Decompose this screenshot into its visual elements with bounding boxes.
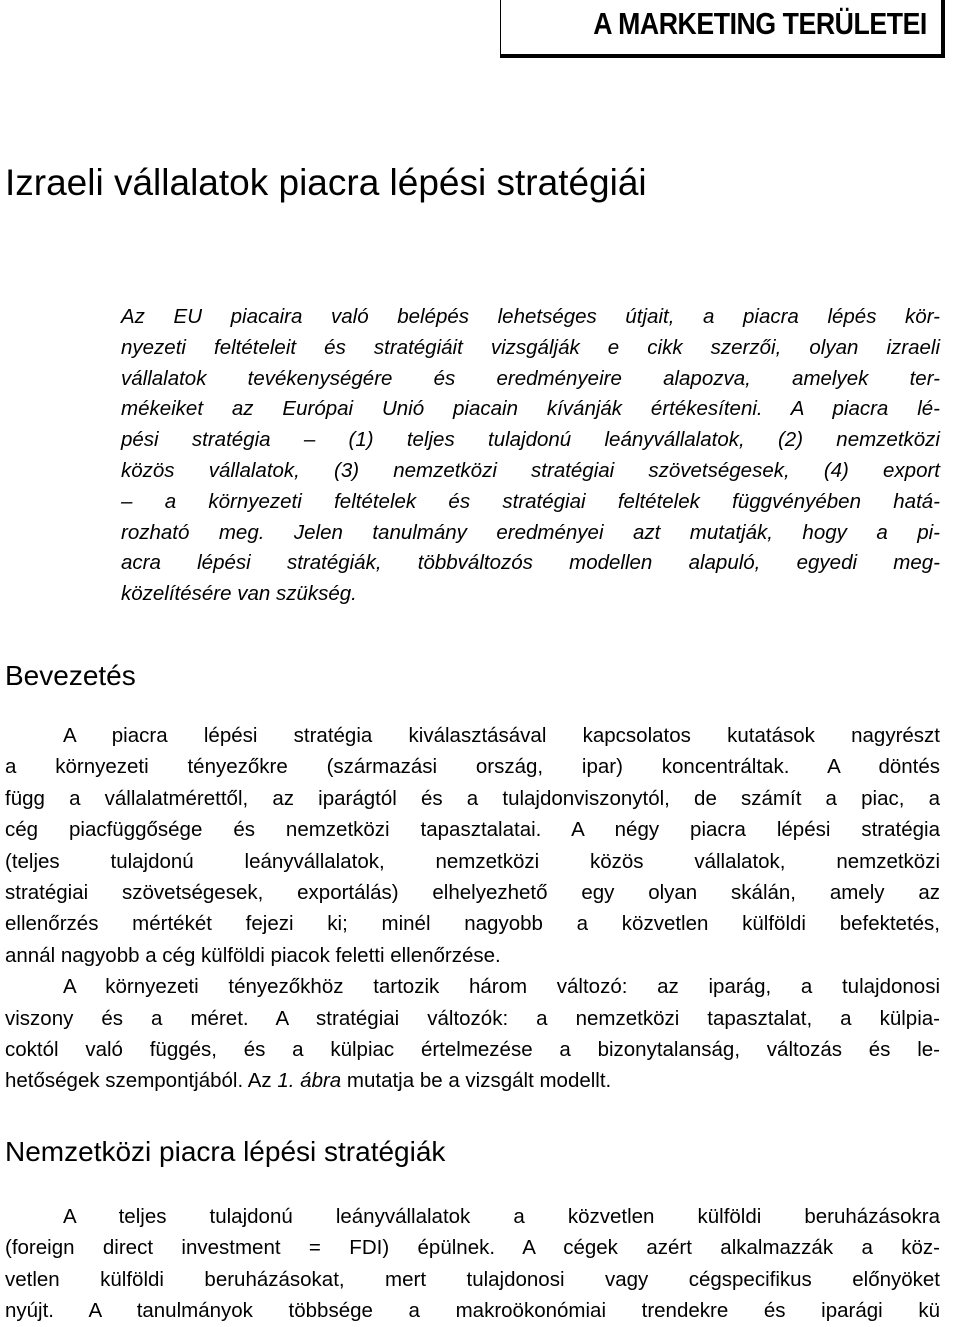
bevezetes-body — [5, 720, 940, 1097]
paragraph-line: coktól való függés, és a külpiac értelmezése a bizonytalanság, változás és le- — [5, 1038, 940, 1062]
article-title: Izraeli vállalatok piacra lépési stratégiái — [5, 162, 647, 203]
paragraph-line: vetlen külföldi beruházásokat, mert tulajdonosi vagy cégspecifikus előnyöket — [5, 1267, 940, 1291]
paragraph-line: függ a vállalatmérettől, az iparágtól és a tulajdonviszonytól, de számít a piac, a — [5, 786, 940, 810]
section-header-box — [500, 0, 945, 58]
paragraph-line: cég piacfüggősége és nemzetközi tapasztalatai. A négy piacra lépési stratégia — [5, 818, 940, 842]
paragraph-line: A piacra lépési stratégia kiválasztásával kapcsolatos kutatások nagyrészt — [63, 724, 940, 747]
abstract-line: pési stratégia – (1) teljes tulajdonú leányvállalatok, (2) nemzetközi — [121, 428, 940, 452]
abstract-line: rozható meg. Jelen tanulmány eredményei azt mutatják, hogy a pi- — [121, 520, 940, 544]
abstract-line: közös vállalatok, (3) nemzetközi stratégiai szövetségesek, (4) export — [121, 458, 940, 482]
section-heading-nemzetkozi: Nemzetközi piacra lépési stratégiák — [5, 1136, 446, 1167]
paragraph-line: a környezeti tényezőkre (származási ország, ipar) koncentráltak. A döntés — [5, 755, 940, 779]
abstract-line: acra lépési stratégiák, többváltozós modellen alapuló, egyedi meg- — [121, 551, 940, 575]
section-heading-bevezetes: Bevezetés — [5, 660, 136, 691]
abstract-line: Az EU piacaira való belépés lehetséges útjait, a piacra lépés kör- — [121, 305, 940, 328]
paragraph-line: annál nagyobb a cég külföldi piacok feletti ellenőrzése. — [5, 943, 501, 967]
section-header-title: A MARKETING TERÜLETEI — [593, 6, 927, 41]
paragraph-line: nyújt. A tanulmányok többsége a makroökonómiai trendekre és iparági kü — [5, 1299, 940, 1323]
abstract — [121, 302, 940, 610]
paragraph-line: viszony és a méret. A stratégiai változók: a nemzetközi tapasztalat, a külpia- — [5, 1006, 940, 1030]
paragraph-line: A teljes tulajdonú leányvállalatok a közvetlen külföldi beruházásokra — [63, 1205, 940, 1228]
abstract-line: közelítésére van szükség. — [121, 582, 357, 606]
paragraph-line: ellenőrzés mértékét fejezi ki; minél nagyobb a közvetlen külföldi befektetés, — [5, 912, 940, 936]
abstract-line: vállalatok tevékenységére és eredményeire alapozva, amelyek ter- — [121, 366, 940, 390]
paragraph-line: (foreign direct investment = FDI) épülnek. A cégek azért alkalmazzák a köz- — [5, 1236, 940, 1260]
nemzetkozi-body — [5, 1201, 940, 1327]
abstract-line: – a környezeti feltételek és stratégiai feltételek függvényében hatá- — [121, 489, 940, 513]
paragraph-line: (teljes tulajdonú leányvállalatok, nemzetközi közös vállalatok, nemzetközi — [5, 849, 940, 873]
figure-reference: 1. ábra — [277, 1069, 342, 1093]
paragraph-line: A környezeti tényezőkhöz tartozik három változó: az iparág, a tulajdonosi — [63, 975, 940, 999]
text-run: mutatja be a vizsgált modellt. — [341, 1069, 612, 1093]
abstract-line: mékeiket az Európai Unió piacain kívánják értékesíteni. A piacra lé- — [121, 397, 940, 421]
text-run: hetőségek szempontjából. Az — [5, 1069, 278, 1093]
abstract-line: nyezeti feltételeit és stratégiáit vizsgálják e cikk szerzői, olyan izraeli — [121, 335, 940, 359]
paragraph-line-figure-ref — [5, 1065, 940, 1096]
paragraph-line: stratégiai szövetségesek, exportálás) elhelyezhető egy olyan skálán, amely az — [5, 881, 940, 905]
